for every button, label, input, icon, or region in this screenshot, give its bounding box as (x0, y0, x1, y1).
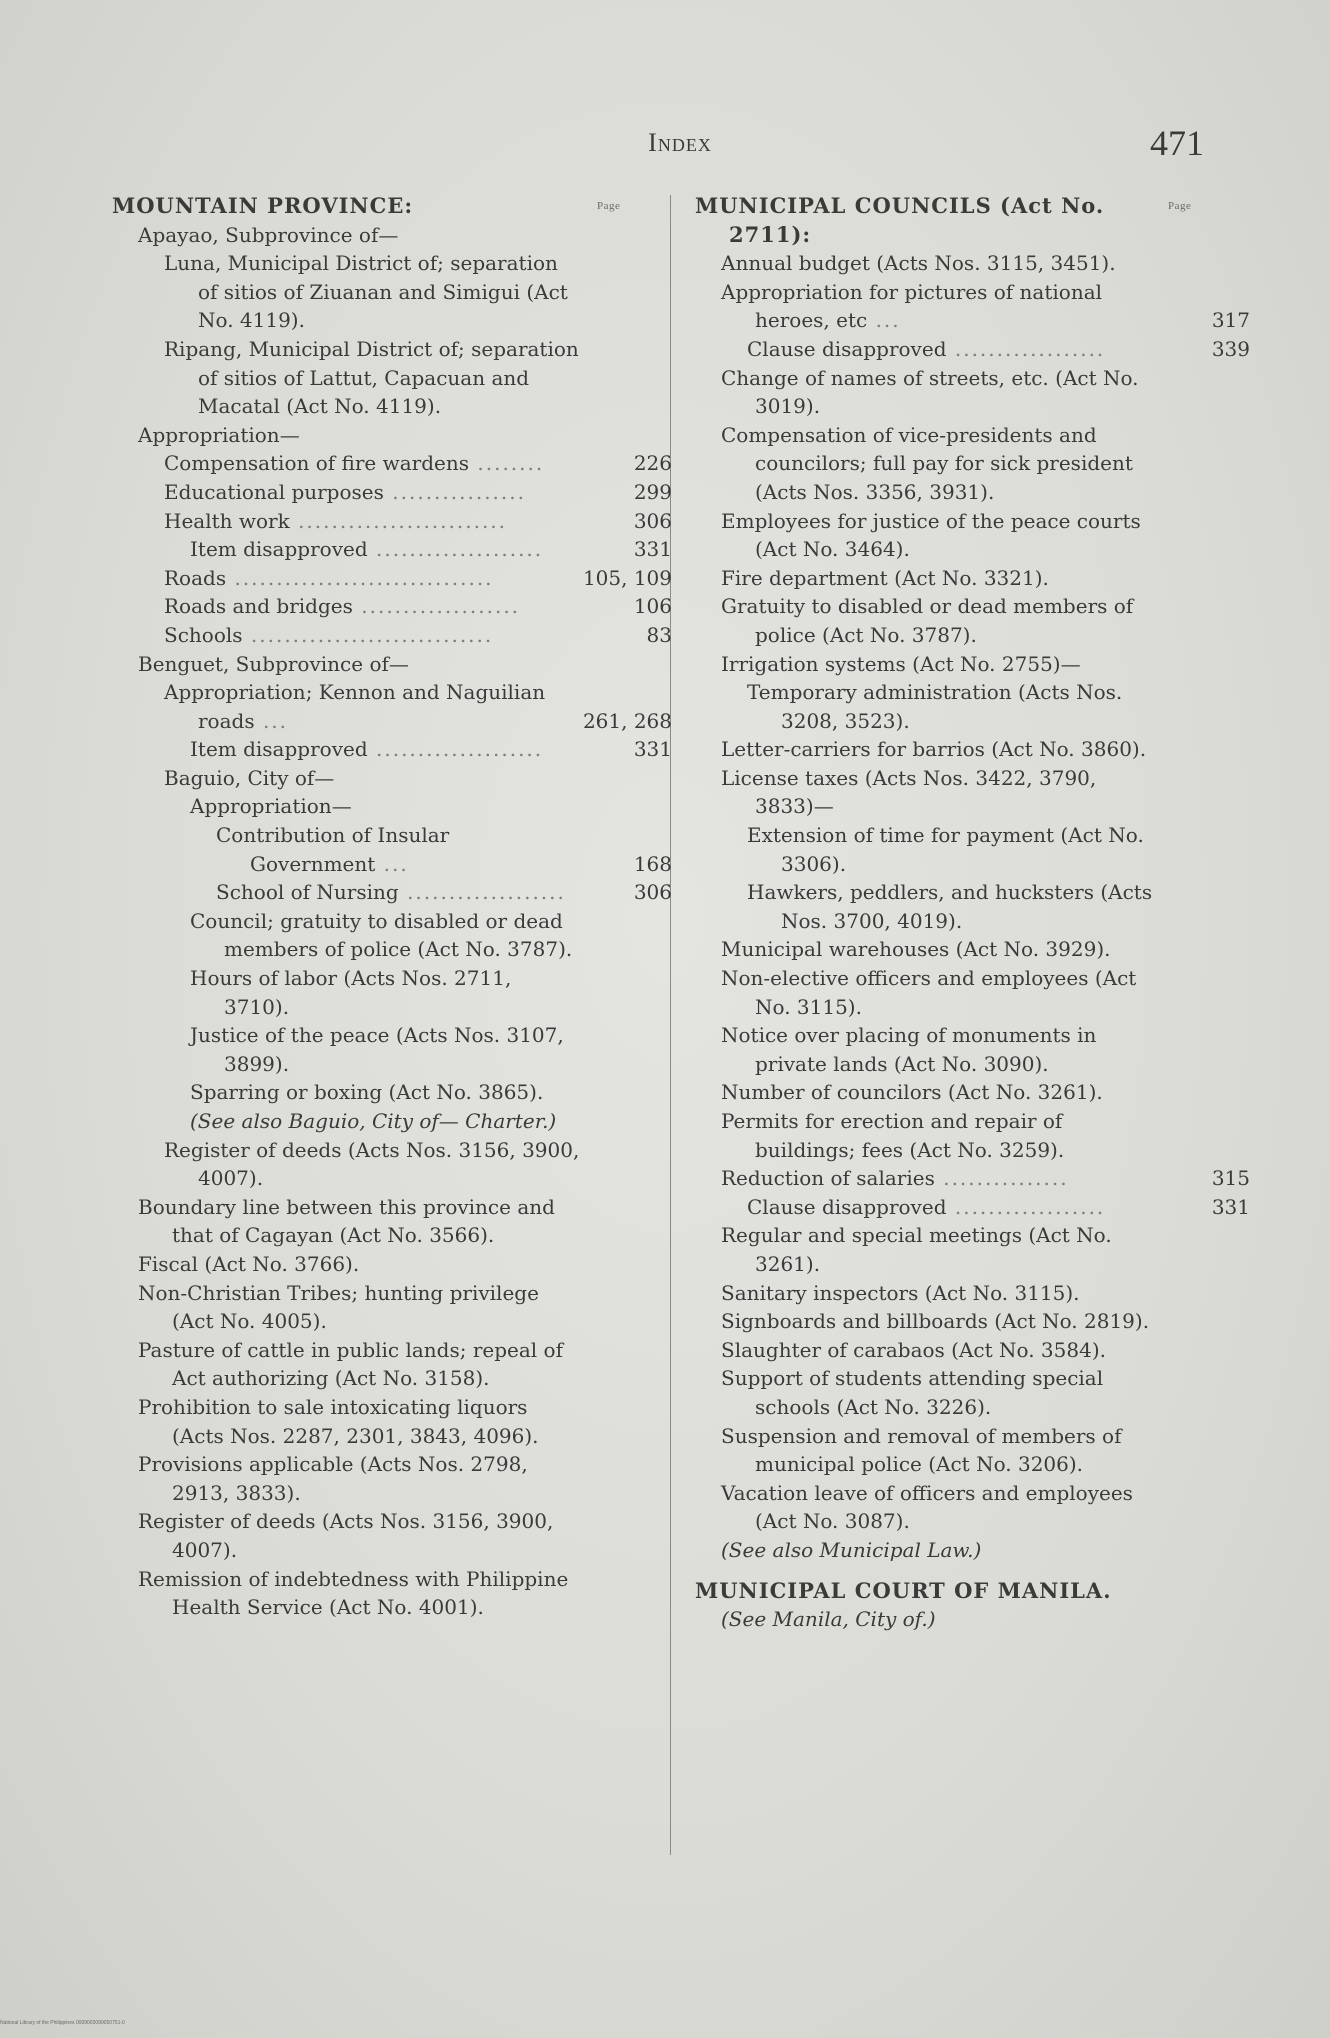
left-index-column (112, 192, 672, 1622)
index-entry-text: Register of deeds (Acts Nos. 3156, 3900, 4007). (138, 1509, 554, 1562)
index-entry (112, 792, 672, 821)
index-entry-text: Item disapproved (190, 537, 368, 562)
page-column-label-left: Page (597, 200, 621, 212)
index-entry-text: Benguet, Subprovince of— (138, 651, 409, 676)
index-page-ref: 331 (633, 537, 672, 562)
index-entry (112, 249, 672, 335)
index-entry-text: Slaughter of carabaos (Act No. 3584). (721, 1337, 1106, 1362)
index-entry (112, 1279, 672, 1336)
index-entry (112, 1393, 672, 1450)
index-entry (112, 821, 672, 878)
leader-dots: ................ (383, 479, 526, 504)
index-entry (695, 821, 1250, 878)
leader-dots: ............... (934, 1166, 1069, 1191)
index-entry-text: Boundary line between this province and that of Cagayan (Act No. 3566). (138, 1194, 555, 1248)
index-entry (695, 335, 1250, 364)
index-entry (695, 278, 1250, 335)
index-entry (112, 621, 672, 650)
index-entry-text: Luna, Municipal District of; separation of sitios of Ziuanan and Simigui (Act No. 4119). (164, 251, 568, 333)
leader-dots: ............................... (226, 565, 494, 590)
index-entry (695, 249, 1250, 278)
index-entry (695, 592, 1250, 649)
index-entry-text: Irrigation systems (Act No. 2755)— (721, 651, 1081, 676)
index-entry-text: (See also Baguio, City of— Charter.) (190, 1109, 557, 1133)
index-entry (695, 935, 1250, 964)
index-entry-text: Ripang, Municipal District of; separation of sitios of Lattut, Capacuan and Macatal (Act No. 4119). (164, 336, 579, 419)
index-entry (112, 335, 672, 421)
index-entry (695, 764, 1250, 821)
index-entry-text: Suspension and removal of members of municipal police (Act No. 3206). (721, 1423, 1122, 1477)
index-page-ref: 331 (1211, 1194, 1250, 1219)
index-entry (112, 478, 672, 507)
index-entry (695, 1221, 1250, 1278)
index-entry-text: Clause disapproved (747, 1194, 947, 1219)
leader-dots: ... (867, 308, 901, 333)
index-entry-text: School of Nursing (216, 880, 399, 905)
index-entry (112, 650, 672, 679)
index-entry-text: Justice of the peace (Acts Nos. 3107, 3899). (190, 1023, 564, 1076)
index-entry (112, 1507, 672, 1564)
index-entry-text: Apayao, Subprovince of— (138, 222, 399, 247)
index-entry-text: Register of deeds (Acts Nos. 3156, 3900, 4007). (164, 1137, 580, 1191)
index-entry-text: Change of names of streets, etc. (Act No. 3019). (721, 365, 1139, 419)
index-entry (695, 1422, 1250, 1479)
index-entry-text: Fiscal (Act No. 3766). (138, 1251, 360, 1276)
index-page-ref: 299 (633, 479, 672, 504)
leader-dots: .................... (367, 737, 544, 762)
index-page-ref: 168 (633, 851, 672, 876)
running-header-title: Index (648, 128, 712, 157)
index-entry-text: Appropriation; Kennon and Naguilian roads (164, 680, 546, 733)
scan-footer: National Library of the Philippines 0009003090050751-0 (0, 2020, 125, 2026)
index-entry (112, 507, 672, 536)
index-entry (695, 1605, 1250, 1634)
index-entry-text: Item disapproved (190, 737, 368, 762)
index-page-ref: 306 (633, 508, 672, 533)
index-entry-text: MOUNTAIN PROVINCE: (112, 193, 414, 218)
index-entry (695, 1021, 1250, 1078)
leader-dots: .................. (946, 1194, 1106, 1219)
leader-dots: ......................... (289, 508, 508, 533)
index-entry (695, 421, 1250, 507)
index-entry-text: Annual budget (Acts Nos. 3115, 3451). (721, 251, 1116, 276)
index-entry-text: Vacation leave of officers and employees (Act No. 3087). (721, 1480, 1133, 1534)
index-entry (695, 964, 1250, 1021)
index-entry-text: Non-Christian Tribes; hunting privilege (Act No. 4005). (138, 1280, 539, 1334)
index-entry-text: Roads (164, 565, 227, 590)
index-entry-text: Fire department (Act No. 3321). (721, 565, 1049, 590)
index-entry (695, 1307, 1250, 1336)
index-entry (695, 878, 1250, 935)
index-entry (695, 1078, 1250, 1107)
index-entry-text: (See also Municipal Law.) (721, 1537, 982, 1562)
index-entry-text: Support of students attending special schools (Act No. 3226). (721, 1366, 1104, 1419)
index-entry-text: License taxes (Acts Nos. 3422, 3790, 3833)— (721, 765, 1097, 819)
leader-dots: .................... (367, 537, 544, 562)
index-entry (112, 1021, 672, 1078)
index-entry-text: Council; gratuity to disabled or dead members of police (Act No. 3787). (190, 908, 573, 962)
index-entry-text: Notice over placing of monuments in private lands (Act No. 3090). (721, 1023, 1097, 1076)
index-entry (112, 535, 672, 564)
index-entry-text: (See Manila, City of.) (721, 1607, 936, 1632)
index-entry (695, 1336, 1250, 1365)
index-entry-text: Regular and special meetings (Act No. 3261). (721, 1223, 1112, 1276)
index-entry (695, 650, 1250, 679)
index-page-ref: 261, 268 (582, 708, 672, 733)
index-page-ref: 339 (1211, 336, 1250, 361)
index-entry (112, 1565, 672, 1622)
right-index-column (695, 192, 1250, 1634)
index-entry-text: Letter-carriers for barrios (Act No. 3860). (721, 737, 1147, 762)
page-number: 471 (1150, 123, 1204, 163)
index-page-ref: 106 (633, 594, 672, 619)
index-page-ref: 226 (633, 451, 672, 476)
index-entry-text: Temporary administration (Acts Nos. 3208, 3523). (747, 680, 1123, 733)
index-entry-text: Municipal warehouses (Act No. 3929). (721, 937, 1111, 962)
index-entry (112, 221, 672, 250)
index-entry-text: Provisions applicable (Acts Nos. 2798, 2913, 3833). (138, 1452, 528, 1505)
index-entry-text: Health work (164, 508, 290, 533)
index-entry-text: Compensation of vice-presidents and councilors; full pay for sick president (Acts Nos. 3356, 3931). (721, 422, 1133, 504)
index-entry-text: Employees for justice of the peace courts (Act No. 3464). (721, 508, 1141, 562)
index-entry-text: Baguio, City of— (164, 765, 335, 790)
index-entry (112, 592, 672, 621)
index-entry-text: Reduction of salaries (721, 1166, 935, 1191)
index-entry (112, 449, 672, 478)
index-heading (112, 192, 672, 221)
index-entry-text: Pasture of cattle in public lands; repeal of Act authorizing (Act No. 3158). (138, 1337, 563, 1391)
leader-dots: ... (375, 851, 409, 876)
index-entry (695, 1193, 1250, 1222)
index-heading (695, 1577, 1250, 1606)
index-entry (112, 1078, 672, 1107)
index-entry-text: Educational purposes (164, 479, 384, 504)
index-entry (695, 1107, 1250, 1164)
page-column-label-right: Page (1168, 200, 1192, 212)
index-entry (112, 1107, 672, 1136)
index-entry (112, 1193, 672, 1250)
index-entry (695, 1479, 1250, 1536)
index-entry (112, 678, 672, 735)
index-entry-text: MUNICIPAL COUNCILS (Act No. 2711): (695, 193, 1105, 247)
index-entry-text: Sanitary inspectors (Act No. 3115). (721, 1280, 1080, 1305)
index-entry-text: Hours of labor (Acts Nos. 2711, 3710). (190, 966, 512, 1019)
index-entry-text: Clause disapproved (747, 336, 947, 361)
index-entry-text: Appropriation for pictures of national heroes, etc (721, 279, 1103, 333)
index-entry-text: Sparring or boxing (Act No. 3865). (190, 1080, 544, 1105)
index-entry-text: Number of councilors (Act No. 3261). (721, 1080, 1103, 1105)
index-entry (112, 735, 672, 764)
index-entry (112, 421, 672, 450)
index-entry (695, 1364, 1250, 1421)
index-entry (112, 1336, 672, 1393)
index-entry (695, 735, 1250, 764)
index-entry-text: Contribution of Insular Government (216, 823, 450, 876)
index-entry (695, 1164, 1250, 1193)
index-entry-text: Permits for erection and repair of buildings; fees (Act No. 3259). (721, 1109, 1065, 1162)
index-page-ref: 331 (633, 737, 672, 762)
index-entry-text: Prohibition to sale intoxicating liquors (Acts Nos. 2287, 2301, 3843, 4096). (138, 1394, 539, 1448)
index-entry-text: Appropriation— (138, 422, 300, 447)
index-entry-text: MUNICIPAL COURT OF MANILA. (695, 1577, 1112, 1603)
index-entry-text: Compensation of fire wardens (164, 451, 470, 476)
index-entry (112, 1250, 672, 1279)
index-page-ref: 315 (1211, 1166, 1250, 1191)
index-entry-text: Schools (164, 622, 243, 647)
index-entry-text: Non-elective officers and employees (Act No. 3115). (721, 966, 1137, 1019)
index-entry (112, 907, 672, 964)
index-page-ref: 317 (1211, 308, 1250, 333)
index-entry-text: Appropriation— (190, 794, 352, 819)
index-heading (695, 192, 1250, 249)
index-entry (695, 364, 1250, 421)
index-entry-text: Roads and bridges (164, 594, 353, 619)
leader-dots: .................. (946, 336, 1106, 361)
leader-dots: ............................. (242, 622, 494, 647)
index-page-ref: 105, 109 (582, 565, 672, 590)
index-entry (695, 1279, 1250, 1308)
index-entry (112, 764, 672, 793)
index-entry-text: Gratuity to disabled or dead members of police (Act No. 3787). (721, 594, 1134, 647)
index-entry (695, 678, 1250, 735)
index-entry (112, 964, 672, 1021)
index-entry (695, 1536, 1250, 1565)
index-entry-text: Remission of indebtedness with Philippine Health Service (Act No. 4001). (138, 1566, 569, 1620)
index-entry (112, 878, 672, 907)
index-page-ref: 306 (633, 880, 672, 905)
leader-dots: ................... (398, 880, 566, 905)
index-entry-text: Extension of time for payment (Act No. 3306). (747, 823, 1144, 876)
index-entry-text: Hawkers, peddlers, and hucksters (Acts Nos. 3700, 4019). (747, 880, 1153, 933)
index-entry (695, 507, 1250, 564)
leader-dots: ... (254, 708, 289, 733)
index-entry (112, 564, 672, 593)
index-entry (112, 1136, 672, 1193)
index-entry (112, 1450, 672, 1507)
leader-dots: ........ (469, 451, 545, 476)
leader-dots: ................... (352, 594, 521, 619)
index-page-ref: 83 (646, 622, 672, 647)
index-entry-text: Signboards and billboards (Act No. 2819). (721, 1309, 1150, 1334)
index-entry (695, 564, 1250, 593)
